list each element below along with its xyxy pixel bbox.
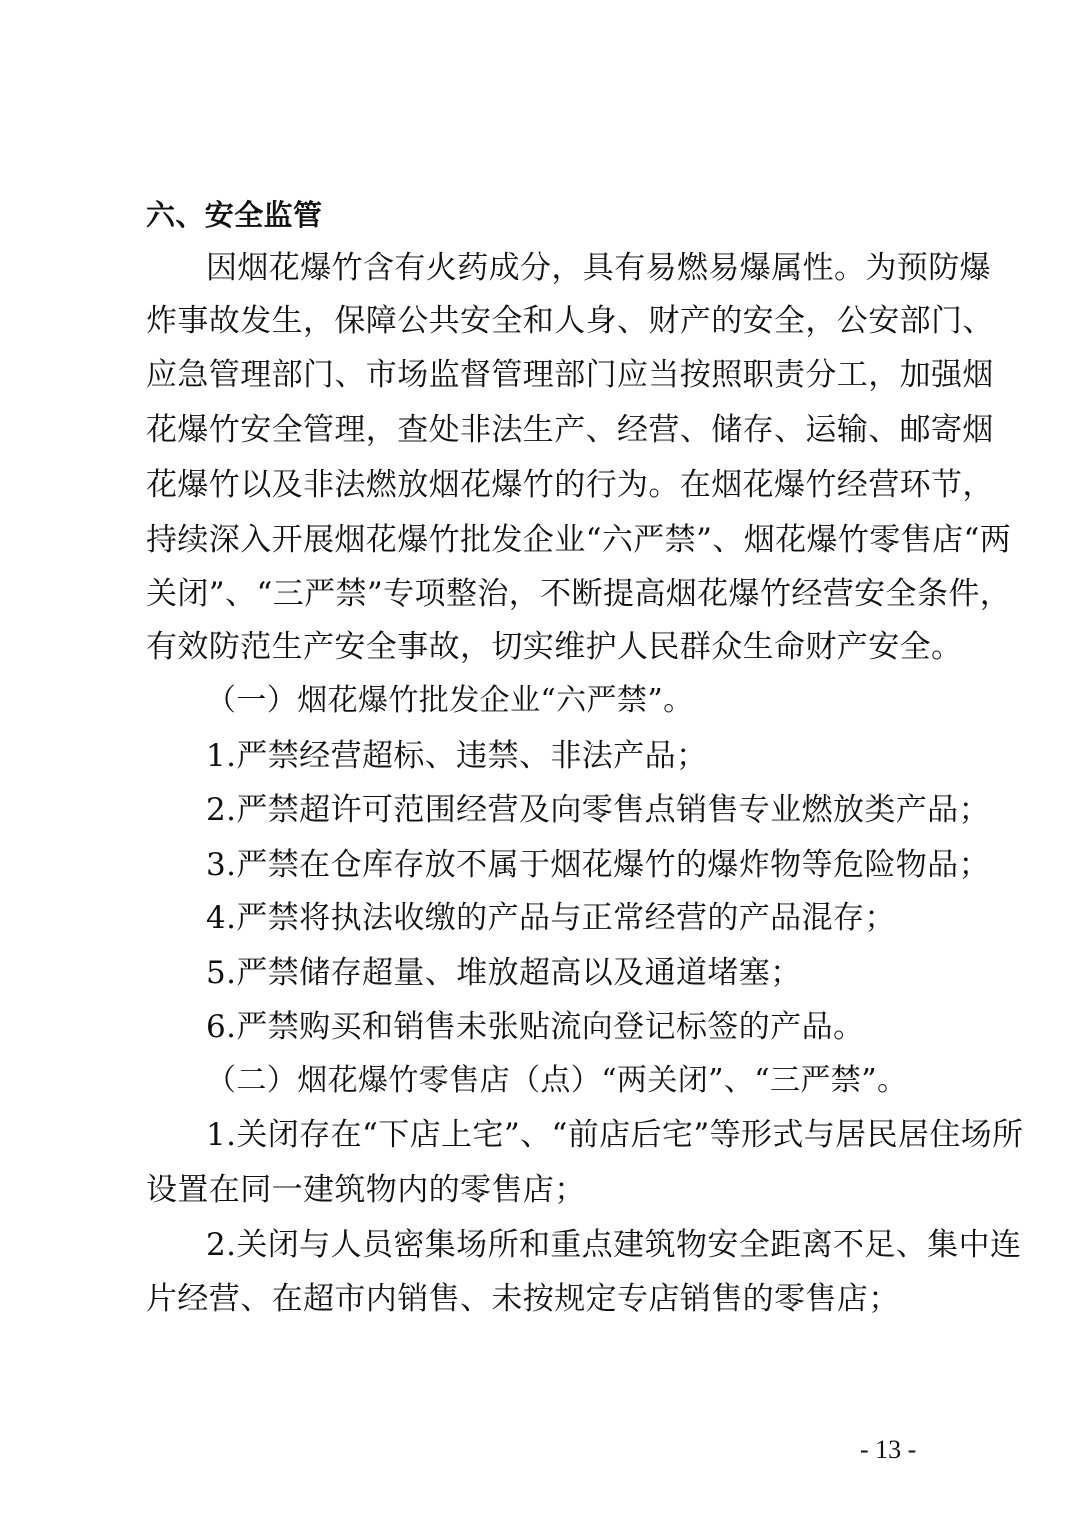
intro-line: 花爆竹以及非法燃放烟花爆竹的行为。在烟花爆竹经营环节， — [146, 467, 994, 503]
page-number: - 13 - — [860, 1435, 917, 1464]
retail-item-line: 设置在同一建筑物内的零售店； — [146, 1172, 586, 1208]
retail-item-line: 2.关闭与人员密集场所和重点建筑物安全距离不足、集中连 — [206, 1227, 1022, 1263]
wholesale-item: 5.严禁储存超量、堆放超高以及通道堵塞； — [206, 955, 802, 991]
intro-line: 持续深入开展烟花爆竹批发企业“六严禁”、烟花爆竹零售店“两 — [146, 522, 1012, 558]
wholesale-item: 3.严禁在仓库存放不属于烟花爆竹的爆炸物等危险物品； — [206, 847, 990, 883]
section-heading: 六、安全监管 — [146, 198, 323, 232]
wholesale-item: 1.严禁经营超标、违禁、非法产品； — [206, 738, 708, 774]
intro-line: 应急管理部门、市场监督管理部门应当按照职责分工，加强烟 — [146, 357, 994, 393]
wholesale-subheading: （一）烟花爆竹批发企业“六严禁”。 — [206, 683, 694, 718]
intro-line: 关闭”、“三严禁”专项整治，不断提高烟花爆竹经营安全条件， — [146, 576, 1012, 612]
retail-item-line: 片经营、在超市内销售、未按规定专店销售的零售店； — [146, 1281, 900, 1317]
wholesale-item: 2.严禁超许可范围经营及向零售点销售专业燃放类产品； — [206, 792, 990, 828]
intro-line: 花爆竹安全管理，查处非法生产、经营、储存、运输、邮寄烟 — [146, 412, 994, 448]
intro-line: 因烟花爆竹含有火药成分，具有易燃易爆属性。为预防爆 — [206, 250, 991, 286]
wholesale-item: 4.严禁将执法收缴的产品与正常经营的产品混存； — [206, 900, 896, 936]
intro-line: 炸事故发生，保障公共安全和人身、财产的安全，公安部门、 — [146, 303, 994, 339]
retail-item-line: 1.关闭存在“下店上宅”、“前店后宅”等形式与居民居住场所 — [206, 1117, 1024, 1153]
retail-subheading: （二）烟花爆竹零售店（点）“两关闭”、“三严禁”。 — [206, 1063, 908, 1098]
wholesale-item: 6.严禁购买和销售未张贴流向登记标签的产品。 — [206, 1009, 865, 1045]
intro-line: 有效防范生产安全事故，切实维护人民群众生命财产安全。 — [146, 629, 963, 665]
